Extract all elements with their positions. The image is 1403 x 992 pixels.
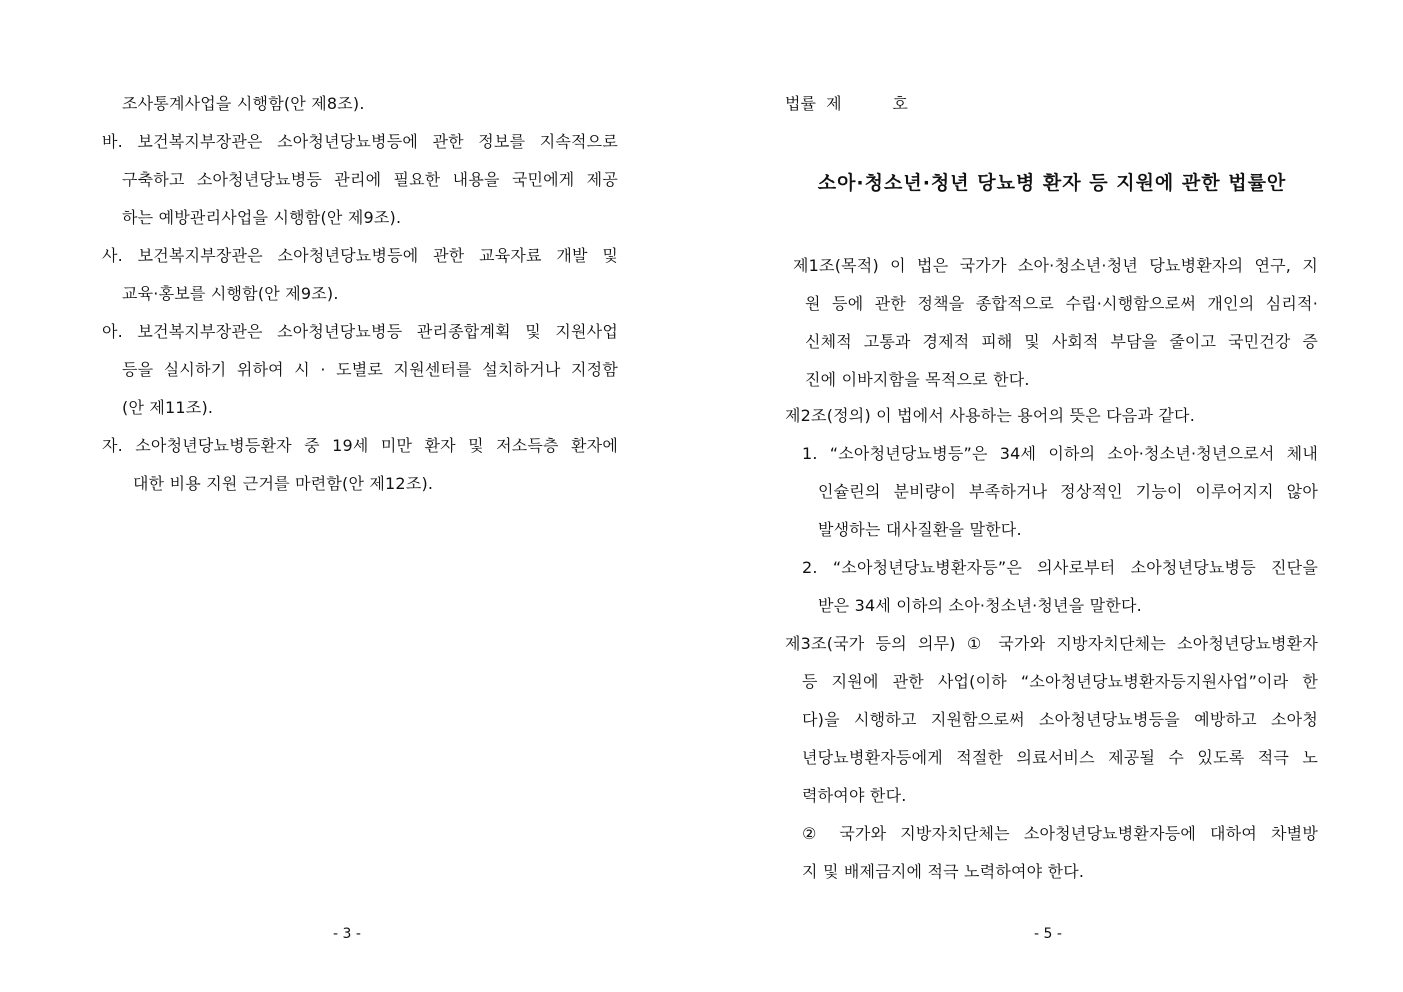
law-title: 소아·청소년·청년 당뇨병 환자 등 지원에 관한 법률안 <box>817 172 1287 194</box>
left-line-2: 바. 보건복지부장관은 소아청년당뇨병등에 관한 정보를 지속적으로 <box>102 132 618 151</box>
left-line-9: (안 제11조). <box>122 398 214 417</box>
article-3-para-2-line-1: ② 국가와 지방자치단체는 소아청년당뇨병환자등에 대하여 차별방 <box>802 824 1318 843</box>
left-line-8: 등을 실시하기 위하여 시 · 도별로 지원센터를 설치하거나 지정함 <box>122 360 618 379</box>
article-1-line-2: 원 등에 관한 정책을 종합적으로 수립·시행함으로써 개인의 심리적· <box>805 294 1318 313</box>
article-1-line-4: 진에 이바지함을 목적으로 한다. <box>805 370 1030 389</box>
left-line-5: 사. 보건복지부장관은 소아청년당뇨병등에 관한 교육자료 개발 및 <box>102 246 618 265</box>
article-2-item-1-line-3: 발생하는 대사질환을 말한다. <box>818 520 1022 539</box>
left-line-3: 구축하고 소아청년당뇨병등 관리에 필요한 내용을 국민에게 제공 <box>122 170 618 189</box>
left-line-1: 조사통계사업을 시행함(안 제8조). <box>122 94 365 113</box>
left-page <box>0 0 700 992</box>
article-3-line-4: 년당뇨병환자등에게 적절한 의료서비스 제공될 수 있도록 적극 노 <box>802 748 1318 767</box>
left-line-7: 아. 보건복지부장관은 소아청년당뇨병등 관리종합계획 및 지원사업 <box>102 322 618 341</box>
article-2-item-1-line-1: 1. “소아청년당뇨병등”은 34세 이하의 소아·청소년·청년으로서 체내 <box>802 444 1318 463</box>
article-2-heading: 제2조(정의) 이 법에서 사용하는 용어의 뜻은 다음과 같다. <box>785 406 1195 425</box>
article-2-item-1-line-2: 인슐린의 분비량이 부족하거나 정상적인 기능이 이루어지지 않아 <box>818 482 1318 501</box>
article-3-para-2-line-2: 지 및 배제금지에 적극 노력하여야 한다. <box>802 862 1085 881</box>
article-3-line-1: 제3조(국가 등의 의무) ① 국가와 지방자치단체는 소아청년당뇨병환자 <box>785 634 1318 653</box>
page-number-left: - 3 - <box>333 926 361 942</box>
article-1-line-3: 신체적 고통과 경제적 피해 및 사회적 부담을 줄이고 국민건강 증 <box>805 332 1318 351</box>
article-3-line-5: 력하여야 한다. <box>802 786 907 805</box>
right-page <box>700 0 1403 992</box>
article-2-item-2-line-2: 받은 34세 이하의 소아·청소년·청년을 말한다. <box>818 596 1142 615</box>
law-number-line: 법률 제 호 <box>785 94 908 113</box>
left-line-6: 교육·홍보를 시행함(안 제9조). <box>122 284 339 303</box>
left-line-10: 자. 소아청년당뇨병등환자 중 19세 미만 환자 및 저소득층 환자에 <box>102 436 618 455</box>
article-3-line-3: 다)을 시행하고 지원함으로써 소아청년당뇨병등을 예방하고 소아청 <box>802 710 1318 729</box>
article-2-item-2-line-1: 2. “소아청년당뇨병환자등”은 의사로부터 소아청년당뇨병등 진단을 <box>802 558 1318 577</box>
left-line-11: 대한 비용 지원 근거를 마련함(안 제12조). <box>133 474 434 493</box>
page-number-right: - 5 - <box>1034 926 1062 942</box>
article-3-line-2: 등 지원에 관한 사업(이하 “소아청년당뇨병환자등지원사업”이라 한 <box>802 672 1318 691</box>
left-line-4: 하는 예방관리사업을 시행함(안 제9조). <box>122 208 402 227</box>
article-1-line-1: 제1조(목적) 이 법은 국가가 소아·청소년·청년 당뇨병환자의 연구, 지 <box>793 256 1318 275</box>
